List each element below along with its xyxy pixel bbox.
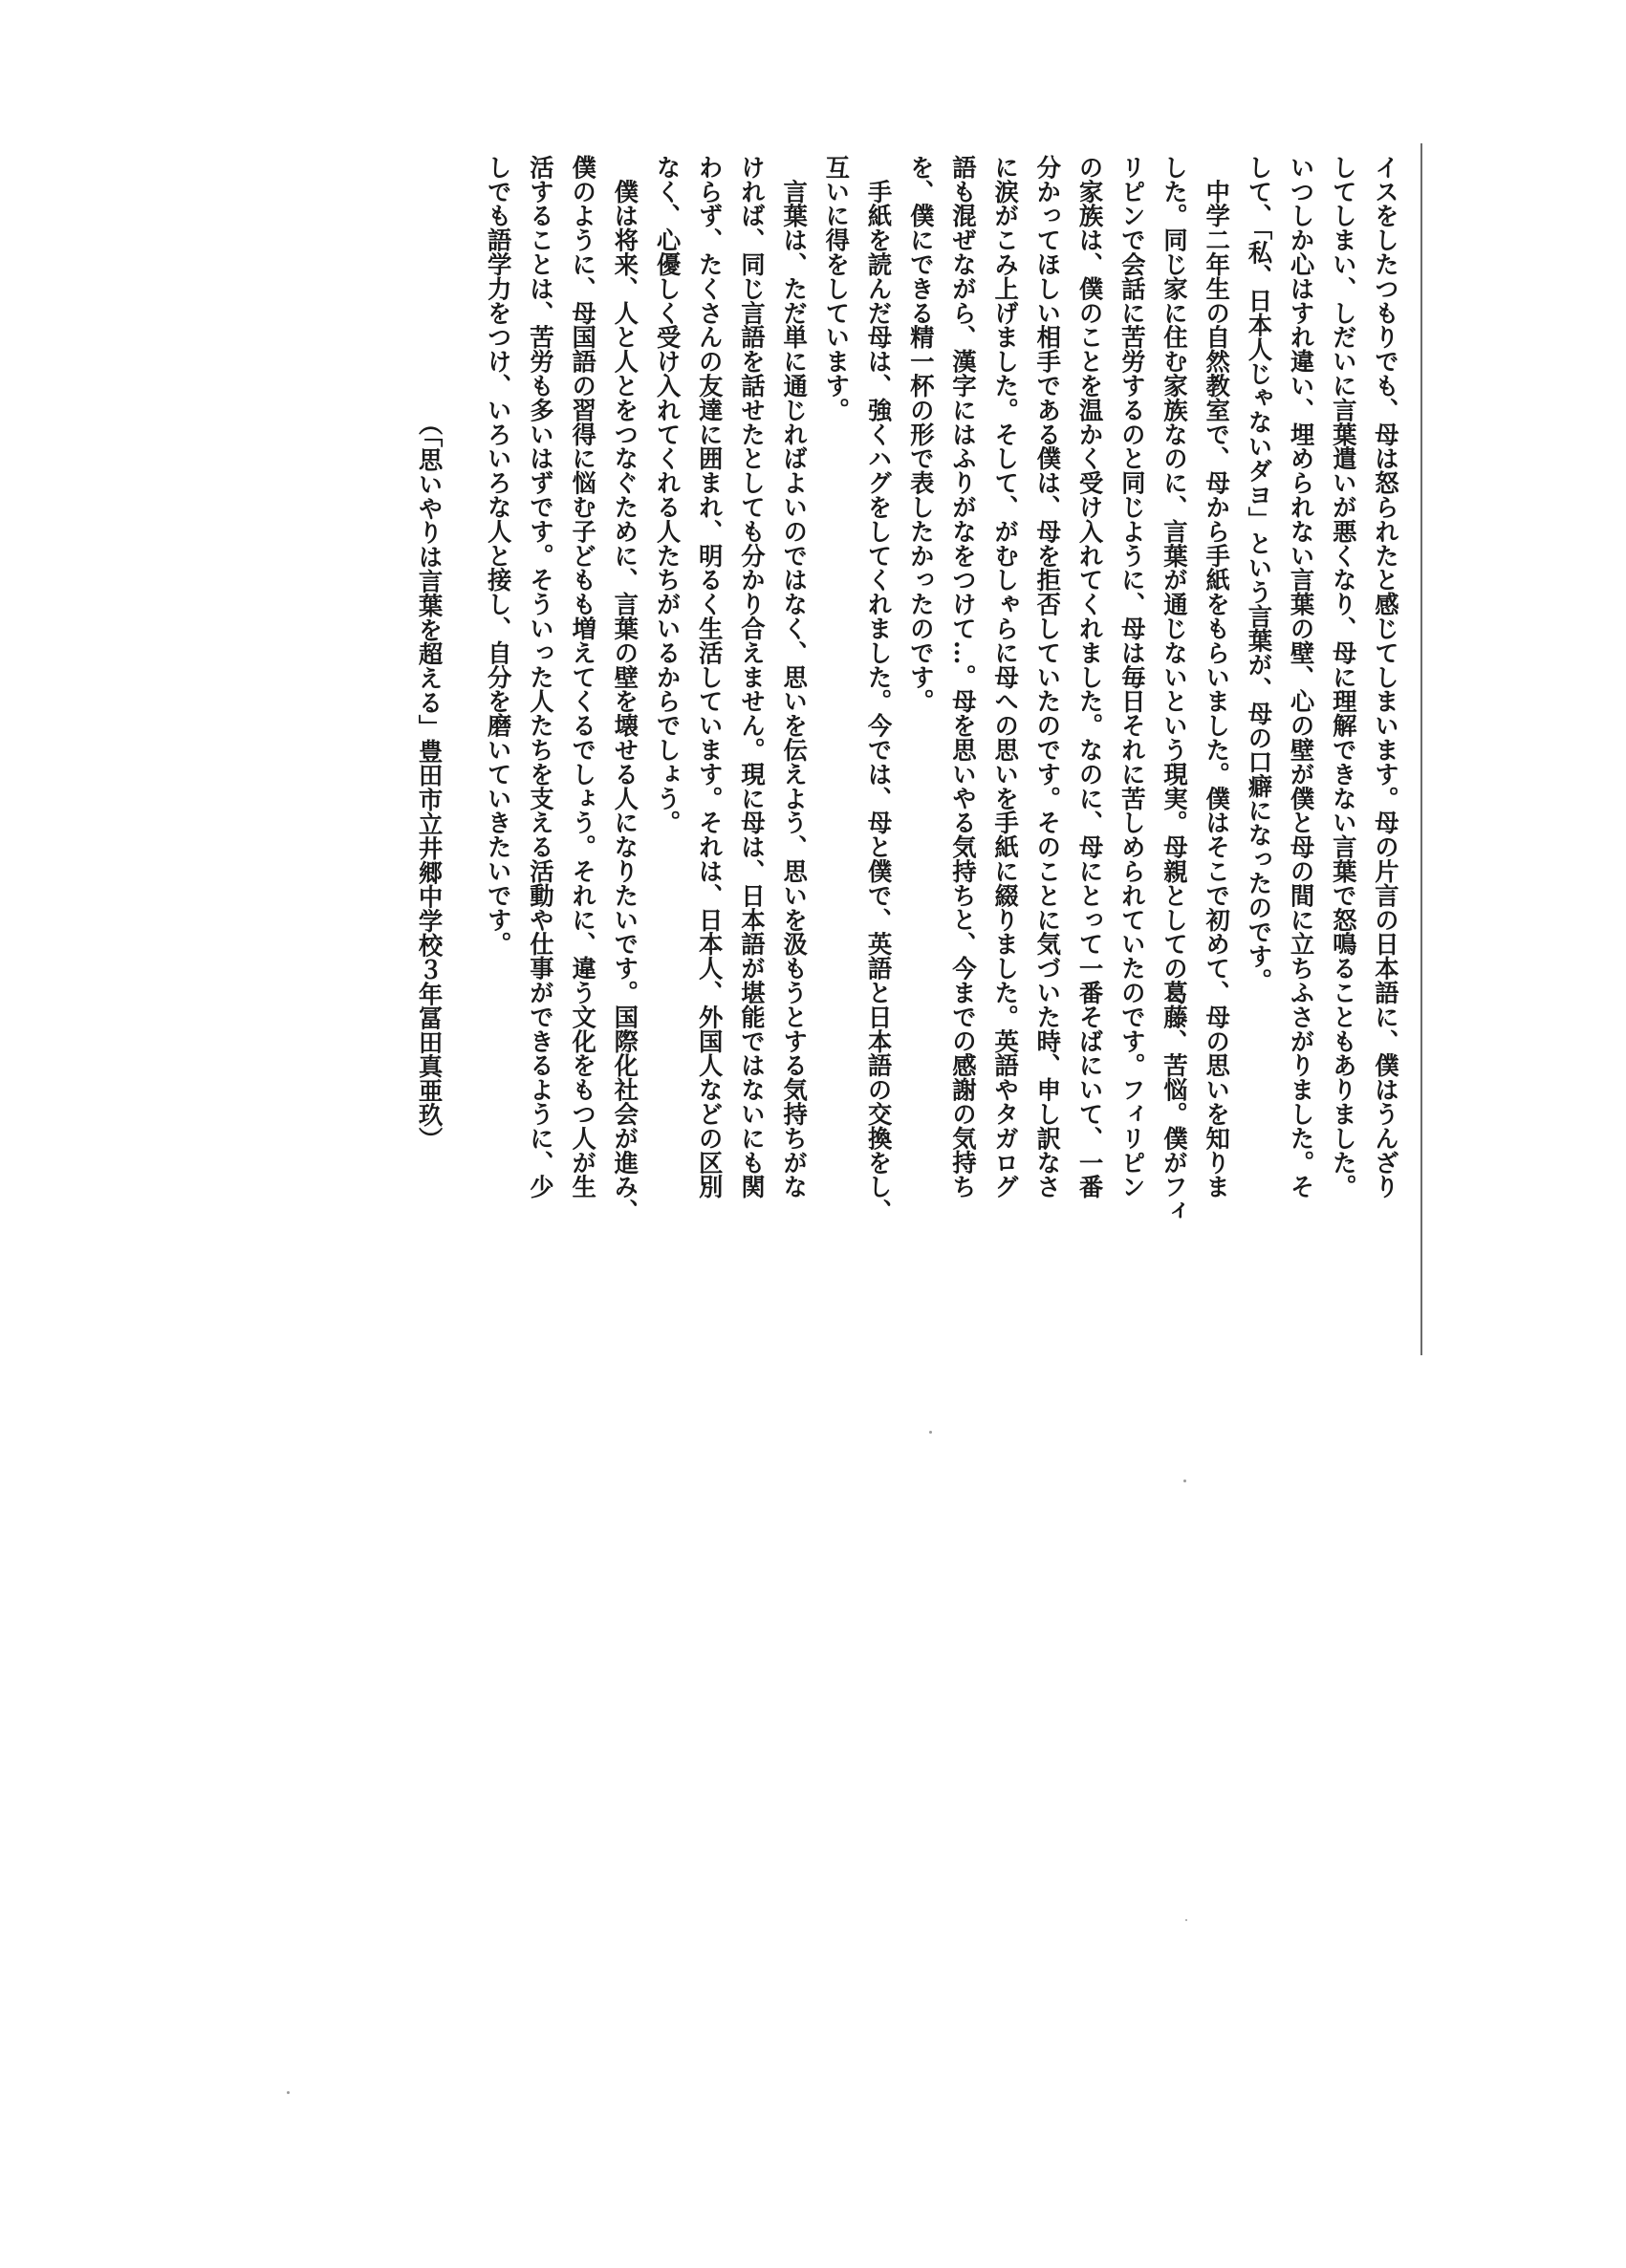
text-line: 言葉は、ただ単に通じればよいのではなく、思いを伝えよう、思いを汲もうとする気持ちがな [780, 155, 810, 1199]
text-line: ければ、同じ言語を話せたとしても分かり合えません。現に母は、日本語が堪能ではないにも関 [737, 155, 767, 1199]
text-line: して、「私、日本人じゃないダヨ」という言葉が、母の口癖になったのです。 [1245, 155, 1274, 993]
text-line: リピンで会話に苦労するのと同じように、母は毎日それに苦しめられていたのです。フィリピン [1117, 155, 1147, 1199]
text-line: してしまい、しだいに言葉遣いが悪くなり、母に理解できない言葉で怒鳴ることもありました。 [1329, 155, 1358, 1199]
text-line: なく、心優しく受け入れてくれる人たちがいるからでしょう。 [653, 155, 683, 835]
text-line: 分かってほしい相手である僕は、母を拒否していたのです。そのことに気づいた時、申し訳なさ [1033, 155, 1063, 1199]
essay-source-title: （「思いやりは言葉を超える」豊田市立井郷中学校３年 [415, 411, 444, 1006]
scan-speck [287, 2091, 290, 2094]
text-line: 語も混ぜながら、漢字にはふりがなをつけて…。母を思いやる気持ちと、今までの感謝の気持ち [948, 155, 978, 1199]
text-line: イスをしたつもりでも、母は怒られたと感じてしまいます。母の片言の日本語に、僕はうんざり [1372, 155, 1400, 1199]
essay-columns [384, 155, 1407, 1350]
text-line: 活することは、苦労も多いはずです。そういった人たちを支える活動や仕事ができるように、少 [526, 155, 555, 1199]
scan-speck [1185, 1919, 1187, 1921]
text-line: を、僕にできる精一杯の形で表したかったのです。 [906, 155, 936, 714]
scan-speck [929, 1431, 932, 1434]
text-line: の家族は、僕のことを温かく受け入れてくれました。なのに、母にとって一番そばにいて、一番 [1075, 155, 1105, 1199]
text-line: いつしか心はすれ違い、埋められない言葉の壁、心の壁が僕と母の間に立ちふさがりました。そ [1287, 155, 1316, 1199]
text-line: 互いに得をしています。 [822, 155, 852, 422]
text-line: 僕は将来、人と人とをつなぐために、言葉の壁を壊せる人になりたいです。国際化社会が進み、 [611, 155, 640, 1223]
text-line: しでも語学力をつけ、いろいろな人と接し、自分を磨いていきたいです。 [484, 155, 513, 957]
text-line: 手紙を読んだ母は、強くハグをしてくれました。今では、母と僕で、英語と日本語の交換をし、 [864, 155, 894, 1223]
essay-text-block [187, 143, 1422, 1355]
text-line: に涙がこみ上げました。そして、がむしゃらに母への思いを手紙に綴りました。英語やタガログ [991, 155, 1021, 1199]
essay-byline [408, 155, 450, 1350]
essay-author: 冨田真亜玖） [415, 1005, 444, 1152]
text-line: わらず、たくさんの友達に囲まれ、明るく生活しています。それは、日本人、外国人などの区別 [695, 155, 725, 1199]
text-line: した。同じ家に住む家族なのに、言葉が通じないという現実。母親としての葛藤、苦悩。僕がフィ [1160, 155, 1189, 1223]
text-line: 僕のように、母国語の習得に悩む子どもも増えてくるでしょう。それに、違う文化をもつ人が生 [569, 155, 598, 1199]
text-line: 中学二年生の自然教室で、母から手紙をもらいました。僕はそこで初めて、母の思いを知りま [1203, 155, 1232, 1199]
scan-speck [1183, 1480, 1186, 1482]
